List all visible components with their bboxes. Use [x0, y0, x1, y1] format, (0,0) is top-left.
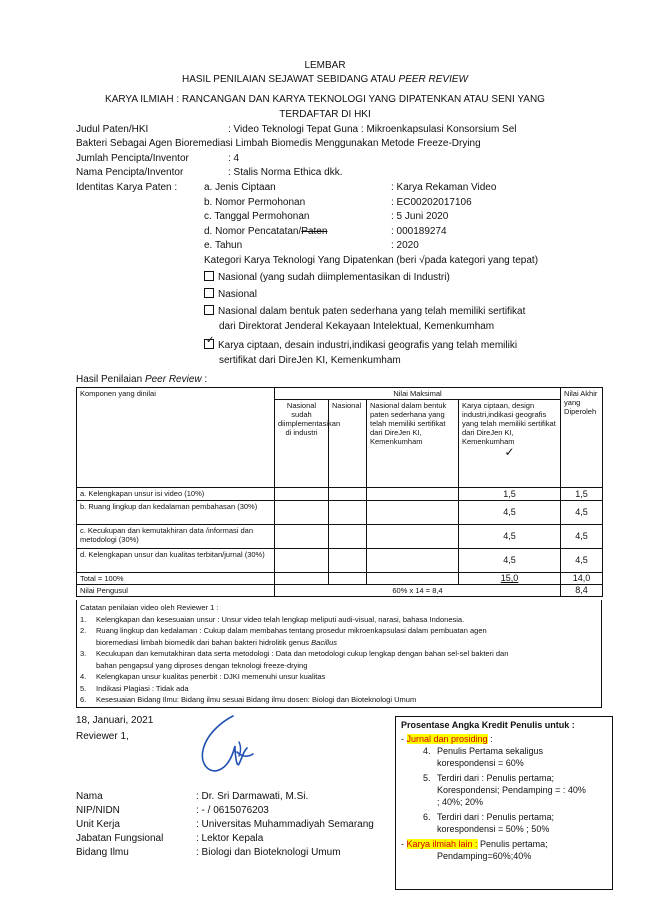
- table-row-label: a. Kelengkapan unsur isi video (10%): [77, 488, 275, 501]
- checkbox-icon[interactable]: [204, 271, 214, 281]
- identitas-row: a. Jenis Ciptaan: [204, 182, 276, 193]
- check-icon: ✓: [504, 445, 515, 459]
- note-text: Kecukupan dan kemutakhiran data serta metodologi : Data dan metodologi cukup lengkap dengan bahan sel-sel bakteri dan: [96, 649, 509, 658]
- checkbox-icon[interactable]: [204, 288, 214, 298]
- footer-field-label: NIP/NIDN: [76, 805, 120, 816]
- table-row-label: d. Kelengkapan unsur dan kualitas terbitan/jurnal (30%): [77, 549, 275, 573]
- total-max: 15,0: [459, 573, 561, 585]
- score-table: [76, 387, 603, 597]
- kategori-option[interactable]: [204, 335, 518, 351]
- table-cell-max: 4,5: [459, 501, 561, 525]
- identitas-row: b. Nomor Permohonan: [204, 197, 306, 208]
- sub-header: Nasional sudah diimplementasikan di industri: [275, 400, 329, 488]
- kategori-option-cont: dari Direktorat Jenderal Kekayaan Intelektual, Kemenkumham: [219, 321, 495, 332]
- kredit-item-cont: Korespondensi; Pendamping = : 40%: [437, 785, 586, 795]
- kredit-item-text: Terdiri dari : Penulis pertama;: [437, 773, 555, 783]
- table-cell-akhir: 4,5: [561, 549, 603, 573]
- footer-field-label: Jabatan Fungsional: [76, 833, 164, 844]
- note-item: [80, 671, 598, 683]
- header-komponen: Komponen yang dinilai: [77, 388, 275, 488]
- identitas-row-value: : 000189274: [391, 226, 447, 237]
- header-subtitle: [0, 74, 650, 85]
- header-title: LEMBAR: [304, 60, 346, 71]
- kredit-item-num: 4.: [423, 746, 431, 756]
- footer-field-value: : - / 0615076203: [196, 805, 269, 816]
- footer-field-value: : Universitas Muhammadiyah Semarang: [196, 819, 374, 830]
- judul-value: : Video Teknologi Tepat Guna : Mikroenkapsulasi Konsorsium Sel: [228, 124, 517, 135]
- judul-label: Judul Paten/HKI: [76, 124, 149, 135]
- kategori-option-label: Nasional (yang sudah diimplementasikan di Industri): [218, 272, 450, 283]
- kategori-option-label: Karya ciptaan, desain industri,indikasi geografis yang telah memiliki: [218, 340, 518, 351]
- kredit-item-num: 5.: [423, 773, 431, 783]
- kredit-item: [423, 811, 607, 823]
- nama-value: : Stalis Norma Ethica dkk.: [228, 167, 343, 178]
- table-cell-akhir: 1,5: [561, 488, 603, 501]
- identitas-row: c. Tanggal Permohonan: [204, 211, 310, 222]
- kredit-title: Prosentase Angka Kredit Penulis untuk :: [401, 720, 575, 730]
- note-text: Indikasi Plagiasi : Tidak ada: [96, 683, 189, 693]
- signature-image: [195, 712, 265, 782]
- table-row-label: c. Kecukupan dan kemutakhiran data /informasi dan metodologi (30%): [77, 525, 275, 549]
- reviewer-title: Reviewer 1,: [76, 731, 129, 742]
- kategori-option[interactable]: [204, 271, 450, 283]
- kredit-jurnal: - Jurnal dan prosiding :: [401, 734, 493, 744]
- kredit-item-text: Terdiri dari : Penulis pertama;: [437, 812, 555, 822]
- note-text: Ruang lingkup dan kedalaman : Cukup dalam membahas tentang prosedur mikroenkapsulasi dalam pembuatan agen: [96, 626, 487, 635]
- kategori-option[interactable]: [204, 288, 257, 300]
- header-nilai-maks: Nilai Maksimal: [275, 388, 561, 400]
- kredit-item: [423, 772, 607, 784]
- hasil-heading-text: Hasil Penilaian: [76, 374, 143, 385]
- note-cont: bahan pengapsul yang diproses dengan teknologi freeze-drying: [96, 660, 308, 670]
- note-num: 4.: [80, 672, 87, 681]
- note-item: [80, 694, 598, 706]
- footer-field-label: Bidang Ilmu: [76, 847, 129, 858]
- reviewer-notes: [76, 600, 602, 708]
- identitas-row-value: : Karya Rekaman Video: [391, 182, 497, 193]
- kredit-item: [423, 745, 607, 757]
- table-cell-akhir: 4,5: [561, 525, 603, 549]
- footer-field-value: : Dr. Sri Darmawati, M.Si.: [196, 791, 309, 802]
- header-nilai-akhir: Nilai Akhir yang Diperoleh: [561, 388, 603, 488]
- kategori-option-label: Nasional dalam bentuk paten sederhana yang telah memiliki sertifikat: [218, 306, 526, 317]
- total-label: Total = 100%: [77, 573, 275, 585]
- identitas-row-text: d. Nomor Pencatatan/: [204, 226, 302, 237]
- kategori-title: Kategori Karya Teknologi Yang Dipatenkan (beri √pada kategori yang tepat): [204, 255, 539, 266]
- sub-header-text: Karya ciptaan, design industri,indikasi geografis yang telah memiliki sertifikat dari DireJen KI, Kemenkumham: [462, 401, 556, 446]
- hasil-heading: [76, 374, 207, 385]
- note-text: Kelengkapan dan kesesuaian unsur : Unsur video telah lengkap meliputi audi-visual, narasi, bahasa Indonesia.: [96, 614, 465, 624]
- karya-text: Penulis pertama;: [480, 839, 548, 849]
- note-text: Kesesuaian Bidang Ilmu: Bidang ilmu sesuai Bidang ilmu dosen: Biologi dan Bioteknologi Umum: [96, 695, 417, 704]
- judul-value-cont: Bakteri Sebagai Agen Bioremediasi Limbah Biomedis Menggunakan Metode Freeze-Drying: [76, 138, 481, 149]
- identitas-row: [204, 226, 327, 237]
- note-item: [80, 614, 598, 626]
- header-subtitle-text: HASIL PENILAIAN SEJAWAT SEBIDANG ATAU: [181, 74, 396, 85]
- kredit-item-cont: korespondensi = 50% ; 50%: [437, 824, 550, 834]
- kredit-item-text: Penulis Pertama sekaligus: [437, 746, 544, 756]
- pengusul-akhir: 8,4: [561, 585, 603, 597]
- identitas-row-value: : EC00202017106: [391, 197, 472, 208]
- kredit-karya: - Karya ilmiah lain : Penulis pertama;: [401, 839, 548, 849]
- table-row-label: b. Ruang lingkup dan kedalaman pembahasan (30%): [77, 501, 275, 525]
- jurnal-highlight: Jurnal dan prosiding: [406, 734, 488, 744]
- footer-field-value: : Biologi dan Bioteknologi Umum: [196, 847, 341, 858]
- note-num: 5.: [80, 683, 87, 693]
- kategori-option-label: Nasional: [218, 289, 257, 300]
- jumlah-label: Jumlah Pencipta/Inventor: [76, 153, 189, 164]
- notes-title: Catatan penilaian video oleh Reviewer 1 :: [80, 603, 219, 612]
- kredit-item-cont: korespondensi = 60%: [437, 758, 524, 768]
- total-akhir: 14,0: [561, 573, 603, 585]
- pengusul-formula: 60% x 14 = 8,4: [275, 585, 561, 597]
- identitas-label: Identitas Karya Paten :: [76, 182, 178, 193]
- note-num: 3.: [80, 649, 87, 658]
- kategori-option[interactable]: [204, 305, 525, 317]
- identitas-row-value: : 2020: [391, 240, 419, 251]
- jumlah-value: : 4: [228, 153, 240, 164]
- note-num: 1.: [80, 614, 87, 624]
- struck-text: Paten: [301, 226, 328, 237]
- review-date: 18, Januari, 2021: [76, 715, 154, 726]
- header-subtitle-italic: PEER REVIEW: [398, 74, 468, 85]
- table-cell-max: 4,5: [459, 525, 561, 549]
- note-item: [80, 683, 598, 695]
- pengusul-label: Nilai Pengusul: [77, 585, 275, 597]
- hasil-heading-italic: Peer Review: [144, 374, 202, 385]
- identitas-row-value: : 5 Juni 2020: [391, 211, 449, 222]
- kredit-item-cont: ; 40%; 20%: [437, 797, 484, 807]
- note-num: 2.: [80, 626, 87, 635]
- kredit-karya-cont: Pendamping=60%;40%: [437, 851, 532, 861]
- sub-header: Nasional dalam bentuk paten sederhana yang telah memiliki sertifikat dari DireJen KI, Kemenkumham: [367, 400, 459, 488]
- karya-highlight: Karya ilmiah lain :: [406, 839, 478, 849]
- checked-checkbox-icon[interactable]: ✓: [204, 339, 214, 349]
- checkbox-icon[interactable]: [204, 305, 214, 315]
- kredit-box: [395, 716, 613, 890]
- jurnal-colon: :: [490, 734, 493, 744]
- note-num: 6.: [80, 695, 87, 704]
- note-item: [80, 648, 598, 660]
- footer-field-label: Nama: [76, 791, 103, 802]
- header-line4: TERDAFTAR DI HKI: [279, 109, 371, 120]
- table-cell-max: 1,5: [459, 488, 561, 501]
- kredit-item-num: 6.: [423, 812, 431, 822]
- nama-label: Nama Pencipta/Inventor: [76, 167, 184, 178]
- identitas-row: e. Tahun: [204, 240, 243, 251]
- sub-header-selected: [459, 400, 561, 488]
- footer-field-value: : Lektor Kepala: [196, 833, 264, 844]
- note-text: Kelengkapan unsur kualitas penerbit : DJKI memenuhi unsur kualitas: [96, 672, 326, 681]
- sub-header: Nasional: [329, 400, 367, 488]
- note-cont-text: bioremediasi limbah biomedik dari bahan bakteri hidrolitik genus: [96, 637, 310, 647]
- note-cont: [80, 637, 598, 649]
- hasil-heading-colon: :: [204, 374, 208, 385]
- table-cell-max: 4,5: [459, 549, 561, 573]
- header-line3: KARYA ILMIAH : RANCANGAN DAN KARYA TEKNOLOGI YANG DIPATENKAN ATAU SENI YANG: [105, 94, 545, 105]
- table-cell-akhir: 4,5: [561, 501, 603, 525]
- kategori-option-cont: sertifikat dari DireJen KI, Kemenkumham: [219, 355, 401, 366]
- footer-field-label: Unit Kerja: [76, 819, 120, 830]
- note-cont-italic: Bacillus: [311, 637, 337, 647]
- note-item: [80, 625, 598, 637]
